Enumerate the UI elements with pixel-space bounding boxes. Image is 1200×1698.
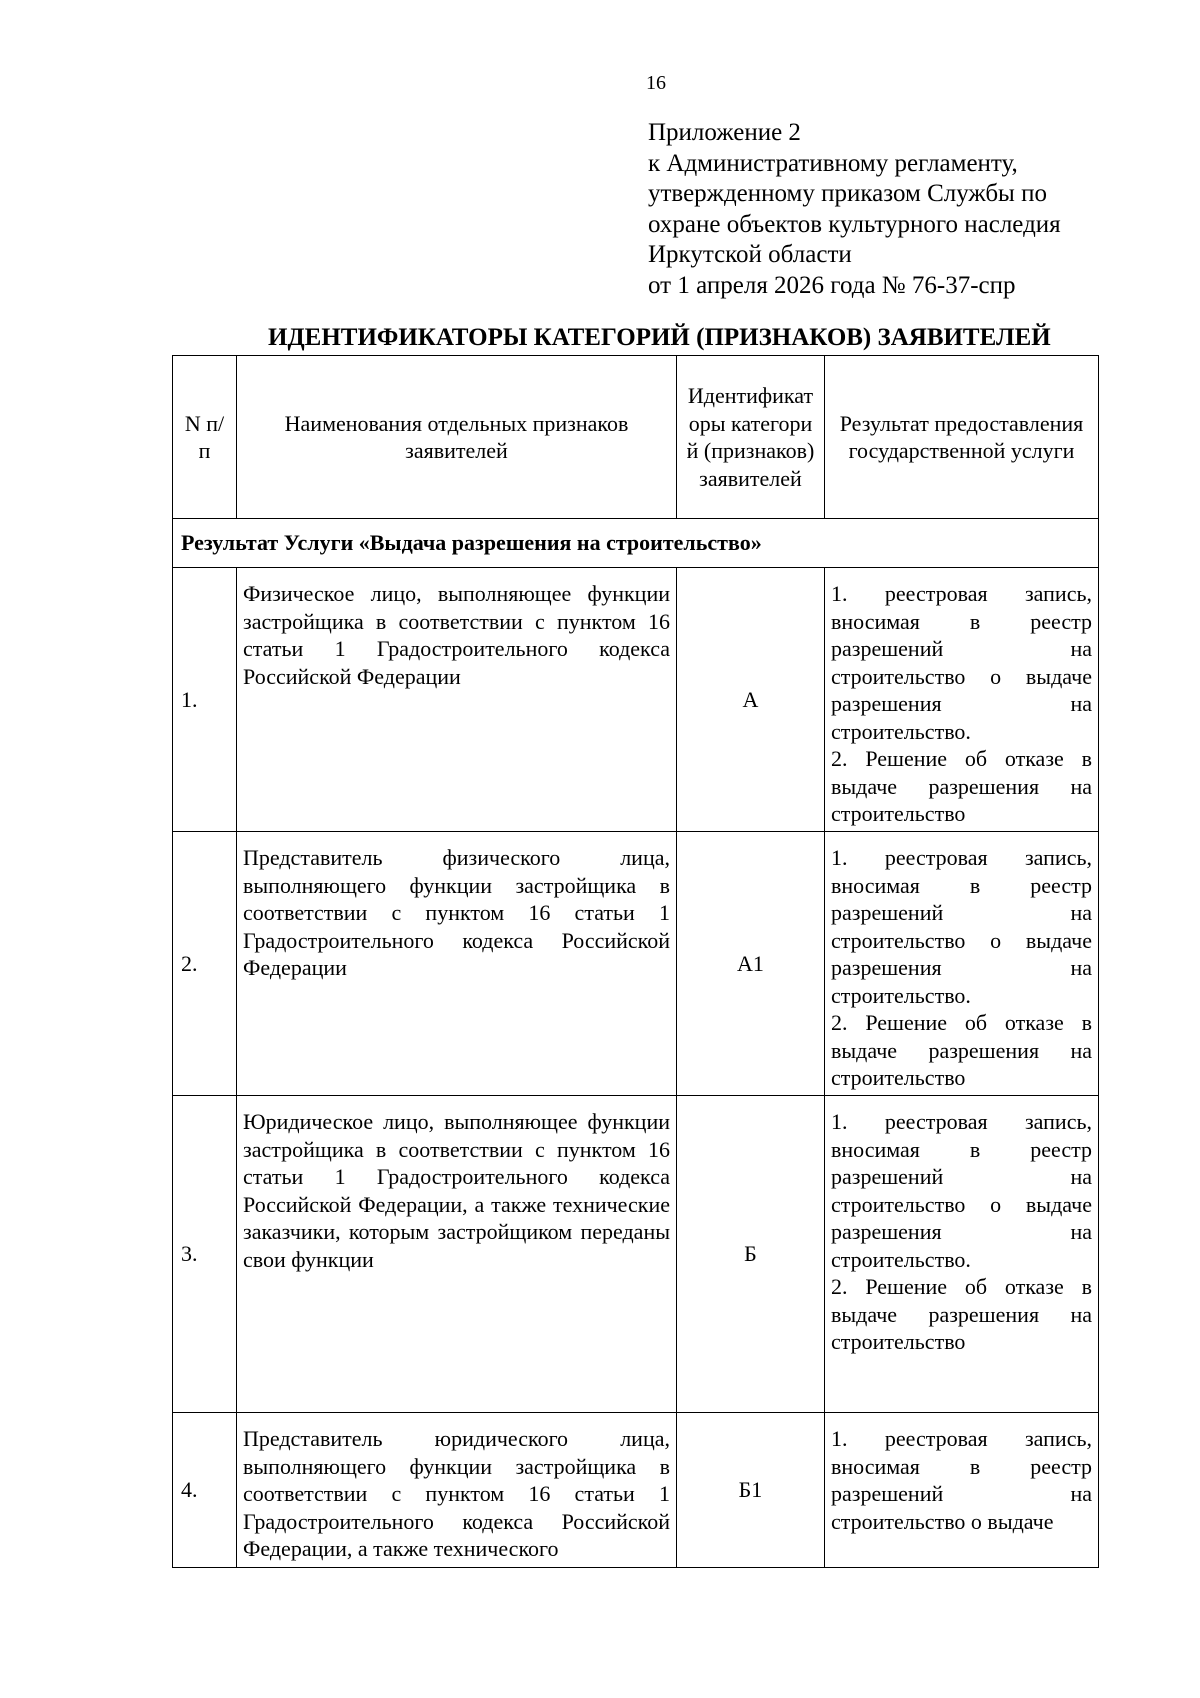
header-num: N п/п <box>173 356 237 519</box>
row-result <box>825 1096 1099 1413</box>
appendix-line: к Административному регламенту, <box>648 149 1018 177</box>
row-result-line: 2. Решение об отказе в выдаче разрешения на строительство <box>831 1274 1092 1354</box>
table-header-row <box>173 356 1099 519</box>
section-row <box>173 519 1099 568</box>
section-title: Результат Услуги «Выдача разрешения на строительство» <box>173 519 1099 568</box>
row-ident: Б <box>677 1096 825 1413</box>
row-num: 2. <box>173 832 237 1096</box>
row-result <box>825 568 1099 832</box>
row-num: 1. <box>173 568 237 832</box>
row-ident: Б1 <box>677 1413 825 1568</box>
row-result <box>825 1413 1099 1568</box>
row-result-line: 2. Решение об отказе в выдаче разрешения на строительство <box>831 746 1092 826</box>
row-num: 3. <box>173 1096 237 1413</box>
appendix-line: охране объектов культурного наследия <box>648 210 1061 238</box>
row-result-line: 1. реестровая запись, вносимая в реестр разрешений на строительство о выдаче разрешения на строительство. <box>831 1109 1092 1272</box>
appendix-block <box>648 118 1061 301</box>
table-row <box>173 1096 1099 1413</box>
appendix-line: от 1 апреля 2026 года № 76-37-спр <box>648 271 1016 299</box>
row-name: Физическое лицо, выполняющее функции застройщика в соответствии с пунктом 16 статьи 1 Градостроительного кодекса Российской Федерации <box>237 568 677 832</box>
row-name: Представитель физического лица, выполняющего функции застройщика в соответствии с пунктом 16 статьи 1 Градостроительного кодекса Российской Федерации <box>237 832 677 1096</box>
table-row <box>173 1413 1099 1568</box>
row-name: Представитель юридического лица, выполняющего функции застройщика в соответствии с пунктом 16 статьи 1 Градостроительного кодекса Российской Федерации, а также технического <box>237 1413 677 1568</box>
document-title: ИДЕНТИФИКАТОРЫ КАТЕГОРИЙ (ПРИЗНАКОВ) ЗАЯВИТЕЛЕЙ <box>268 324 1051 351</box>
row-num: 4. <box>173 1413 237 1568</box>
table-row <box>173 568 1099 832</box>
table-row <box>173 832 1099 1096</box>
page-number: 16 <box>646 72 666 94</box>
header-result: Результат предоставления государственной услуги <box>825 356 1099 519</box>
appendix-line: Иркутской области <box>648 241 852 268</box>
row-ident: А <box>677 568 825 832</box>
header-ident: Идентификаторы категорий (признаков) заявителей <box>677 356 825 519</box>
appendix-line: утвержденному приказом Службы по <box>648 180 1047 207</box>
row-name: Юридическое лицо, выполняющее функции застройщика в соответствии с пунктом 16 статьи 1 Градостроительного кодекса Российской Федерации, а также технические заказчики, которым застройщиком переданы свои функции <box>237 1096 677 1413</box>
row-result-line: 1. реестровая запись, вносимая в реестр разрешений на строительство о выдаче разрешения на строительство. <box>831 581 1092 744</box>
row-ident: А1 <box>677 832 825 1096</box>
row-result <box>825 832 1099 1096</box>
appendix-line: Приложение 2 <box>648 119 801 146</box>
row-result-line: 1. реестровая запись, вносимая в реестр разрешений на строительство о выдаче разрешения на строительство. <box>831 845 1092 1008</box>
identifiers-table <box>172 355 1099 1568</box>
header-name: Наименования отдельных признаков заявителей <box>237 356 677 519</box>
row-result-line: 1. реестровая запись, вносимая в реестр разрешений на строительство о выдаче <box>831 1426 1092 1534</box>
row-result-line: 2. Решение об отказе в выдаче разрешения на строительство <box>831 1010 1092 1090</box>
